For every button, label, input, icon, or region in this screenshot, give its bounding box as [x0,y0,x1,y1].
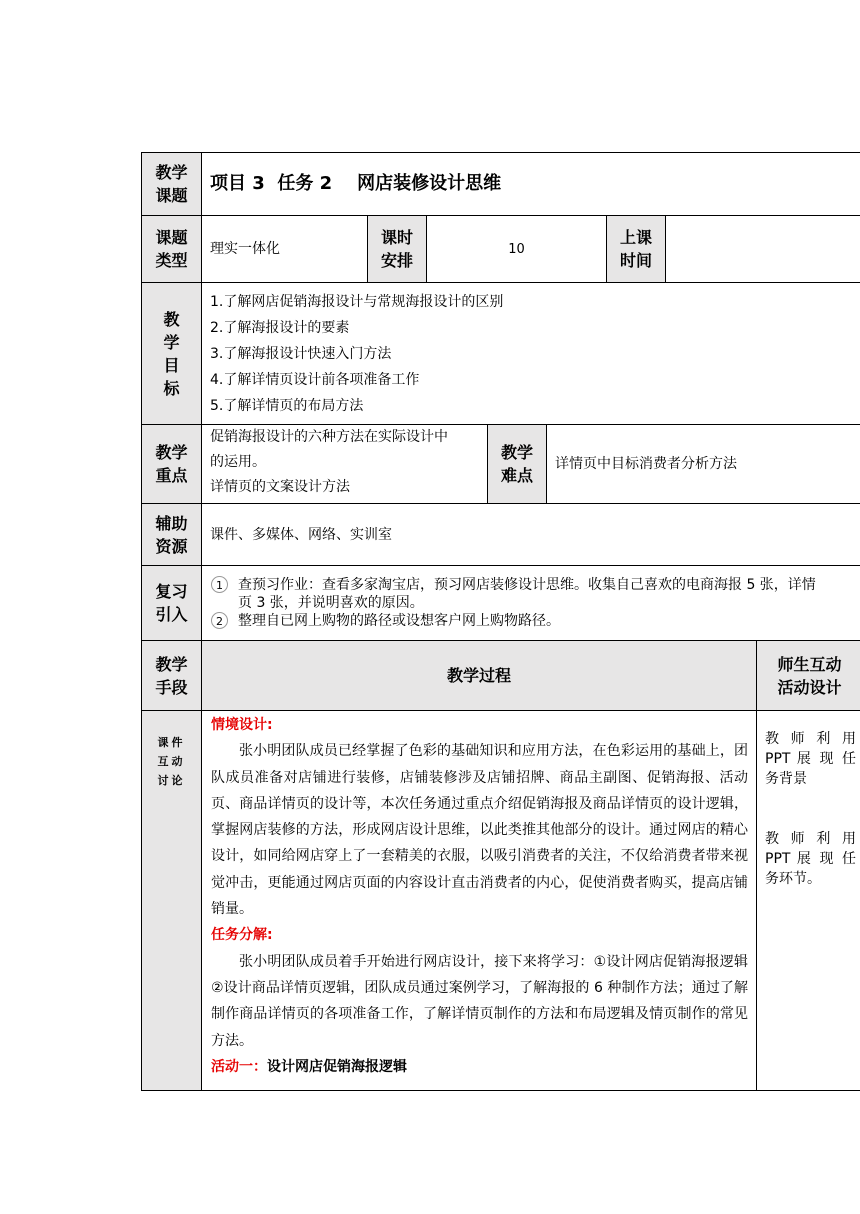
method-header-line-1: 教学 [155,654,188,674]
review-item-1 [211,576,856,612]
method-cell [141,710,202,1091]
goals-header-char-2: 学 [163,332,180,352]
type-header-line-1: 课题 [155,228,188,247]
method-header-line-2: 手段 [155,677,188,697]
focus-line: 详情页的文案设计方法 [210,479,350,495]
type-header [141,215,202,283]
goals-list [201,282,860,425]
time-header-line-2: 时间 [619,251,652,270]
focus-header [141,424,202,504]
resources-header [141,503,202,566]
subject-header-line-1: 教学 [155,163,188,182]
time-header [606,215,666,283]
activity-note: 教 师 利 用 PPT 展 现 任 务环节。 [765,831,856,887]
activity-header-line-1: 师生互动 [777,654,842,674]
difficulty-header-line-2: 难点 [500,466,533,485]
type-header-line-2: 类型 [155,251,188,270]
hours-value: 10 [508,241,525,257]
difficulty-value-cell [546,424,860,504]
activity-note: 教 师 利 用 PPT 展 现 任 务背景 [765,731,856,787]
process-header-label: 教学过程 [446,665,511,685]
activity-notes-cell [756,710,860,1091]
circled-number-1: 1 [211,576,228,593]
goals-header [141,282,202,425]
resources-header-line-1: 辅助 [155,513,188,533]
difficulty-header-line-1: 教学 [500,443,533,462]
review-header-line-2: 引入 [155,605,188,624]
goals-header-char-3: 目 [163,355,180,375]
subject-header-line-2: 课题 [155,186,188,205]
difficulty-value: 详情页中目标消费者分析方法 [555,456,737,472]
activity-header [756,640,860,711]
situation-title: 情境设计: [211,717,273,733]
hours-value-cell [426,215,607,283]
goals-header-char-1: 教 [163,309,180,329]
goals-header-char-4: 标 [163,378,180,398]
resources-value: 课件、多媒体、网络、实训室 [210,526,392,543]
goal-item: 1.了解网店促销海报设计与常规海报设计的区别 [210,294,504,310]
focus-value-cell [201,424,488,504]
focus-header-line-2: 重点 [155,466,188,485]
task-body: 张小明团队成员着手开始进行网店设计，接下来将学习：①设计网店促销海报逻辑②设计商品详情页逻辑，团队成员通过案例学习，了解海报的 6 种制作方法；通过了解制作商品详情页的各项准备工作，了解详情页制作的方法和布局逻辑及情页制作的常见方法。 [211,953,748,1049]
goal-item: 5.了解详情页的布局方法 [210,398,364,414]
focus-line: 促销海报设计的六种方法在实际设计中 [210,429,448,445]
hours-header [367,215,427,283]
circled-number-2: 2 [211,612,228,629]
focus-header-line-1: 教学 [155,443,188,462]
focus-line: 的运用。 [210,454,266,470]
activity-title: 设计网店促销海报逻辑 [267,1058,407,1075]
hours-header-line-2: 安排 [380,251,413,270]
activity-header-line-2: 活动设计 [777,677,842,697]
type-value: 理实一体化 [210,241,280,257]
process-body-cell [201,710,757,1091]
time-header-line-1: 上课 [619,228,652,247]
situation-body: 张小明团队成员已经掌握了色彩的基础知识和应用方法，在色彩运用的基础上，团队成员准备对店铺进行装修，店铺装修涉及店铺招牌、商品主副图、促销海报、活动页、商品详情页的设计等，本次任务通过重点介绍促销海报及商品详情页的设计逻辑，掌握网店装修的方法，形成网店设计思维，以此类推其他部分的设计。通过网店的精心设计，如同给网店穿上了一套精美的衣服，以吸引消费者的关注，不仅给消费者带来视觉冲击，更能通过网店页面的内容设计直击消费者的内心，促使消费者购买，提高店铺销量。 [211,743,748,918]
subject-header [141,152,202,216]
review-value-cell [201,565,860,641]
method-header [141,640,202,711]
review-item-1-line-2: 页 3 张，并说明喜欢的原因。 [238,595,424,611]
method-line: 讨论 [157,774,186,787]
goal-item: 2.了解海报设计的要素 [210,320,350,336]
review-item-2 [211,612,856,630]
review-header-line-1: 复习 [155,582,188,601]
review-item-1-line-1: 查预习作业：查看多家淘宝店，预习网店装修设计思维。收集自己喜欢的电商海报 5 张，详情 [238,577,816,593]
difficulty-header [487,424,547,504]
method-line: 课件 [157,736,186,749]
review-item-2-line-1: 整理自已网上购物的路径或设想客户网上购物路径。 [238,613,560,629]
process-header [201,640,757,711]
task-title: 任务分解: [211,927,273,944]
time-value-cell [665,215,860,283]
review-header [141,565,202,641]
hours-header-line-1: 课时 [380,228,413,247]
activity-line [211,1054,748,1080]
goal-item: 3.了解海报设计快速入门方法 [210,346,392,362]
subject-title: 项目 3 任务 2 网店装修设计思维 [210,173,502,194]
type-value-cell [201,215,368,283]
activity-label: 活动一： [211,1058,267,1075]
resources-header-line-2: 资源 [155,536,188,556]
goal-item: 4.了解详情页设计前各项准备工作 [210,372,420,388]
resources-value-cell [201,503,860,566]
subject-value-cell [201,152,860,216]
method-line: 互动 [157,755,186,768]
